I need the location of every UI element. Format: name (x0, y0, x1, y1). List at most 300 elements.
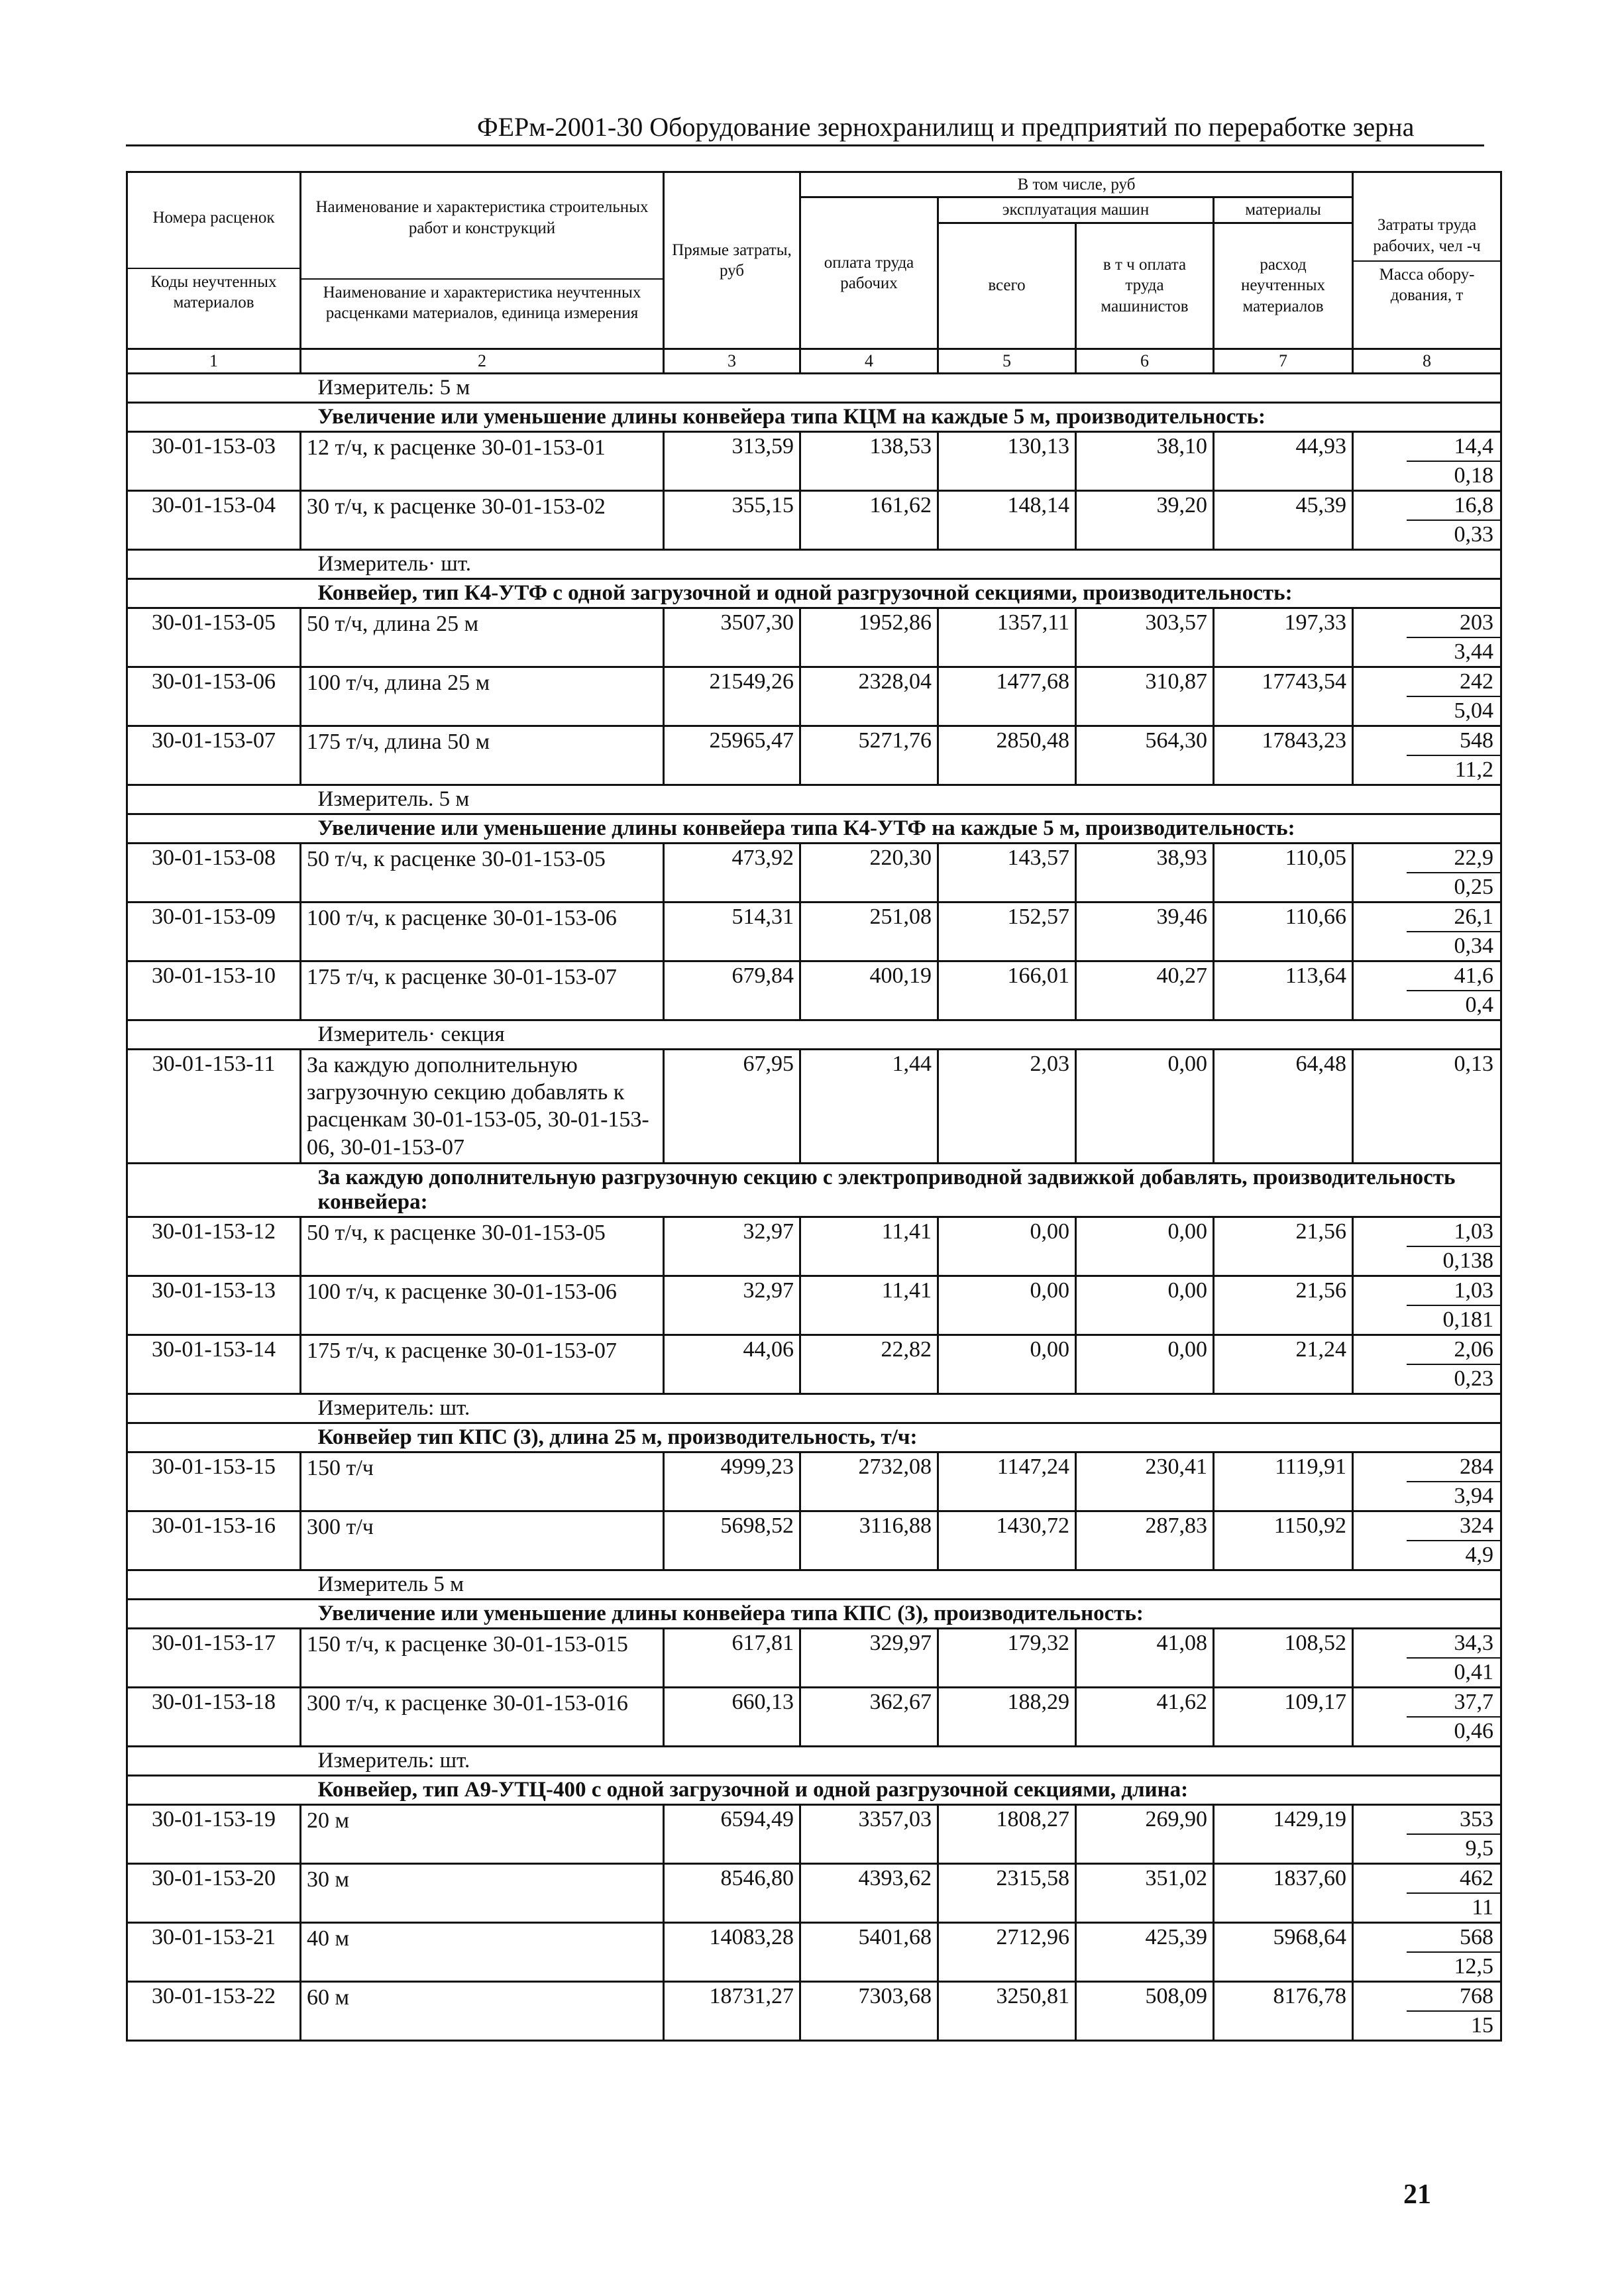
direct-costs: 32,97 (664, 1217, 800, 1276)
equipment-mass: 0,25 (1454, 874, 1494, 899)
work-description: 50 т/ч, длина 25 м (301, 608, 664, 667)
meter-row (127, 1570, 1501, 1600)
labor-hours-and-mass (1353, 961, 1501, 1020)
equipment-mass: 11,2 (1454, 757, 1494, 782)
machinist-wages: 230,41 (1076, 1452, 1214, 1511)
direct-costs: 32,97 (664, 1276, 800, 1335)
meter-label: Измеритель· шт. (317, 551, 472, 576)
section-heading-row (127, 814, 1501, 843)
machines-total: 0,00 (938, 1217, 1076, 1276)
materials-cost: 21,56 (1214, 1217, 1353, 1276)
labor-hours-and-mass (1353, 1511, 1501, 1570)
table-row (127, 843, 1501, 902)
machines-total: 143,57 (938, 843, 1076, 902)
section-heading-row (127, 402, 1501, 431)
work-description: 30 м (301, 1864, 664, 1923)
meter-empty-cell (127, 373, 301, 402)
table-row (127, 1629, 1501, 1688)
rate-code: 30-01-153-11 (127, 1049, 301, 1164)
labor-hours-and-mass (1353, 1276, 1501, 1335)
machines-total: 188,29 (938, 1688, 1076, 1747)
work-description: За каждую дополнительную загрузочную секцию добавлять к расценкам 30-01-153-05, 30-01-153-06, 30-01-153-07 (301, 1049, 664, 1164)
direct-costs: 313,59 (664, 431, 800, 490)
labor-wages: 220,30 (800, 843, 938, 902)
table-row (127, 1688, 1501, 1747)
labor-hours: 284 (1407, 1453, 1500, 1482)
machinist-wages: 38,10 (1076, 431, 1214, 490)
work-description: 150 т/ч, к расценке 30-01-153-015 (301, 1629, 664, 1688)
rate-code: 30-01-153-07 (127, 726, 301, 785)
table-row (127, 1864, 1501, 1923)
col1-header-top: Номера расценок (152, 208, 275, 227)
equipment-mass: 11 (1472, 1895, 1494, 1920)
rate-code: 30-01-153-16 (127, 1511, 301, 1570)
col8-header (1353, 172, 1501, 349)
machinist-wages: 310,87 (1076, 667, 1214, 726)
materials-cost: 1119,91 (1214, 1452, 1353, 1511)
table-row (127, 1217, 1501, 1276)
meter-label: Измеритель: шт. (317, 1396, 470, 1421)
machinist-wages: 0,00 (1076, 1217, 1214, 1276)
machines-total: 0,00 (938, 1335, 1076, 1394)
labor-hours: 1,03 (1407, 1277, 1500, 1306)
materials-cost: 17743,54 (1214, 667, 1353, 726)
equipment-mass: 9,5 (1465, 1836, 1494, 1861)
direct-costs: 14083,28 (664, 1923, 800, 1982)
labor-wages: 5271,76 (800, 726, 938, 785)
rate-code: 30-01-153-18 (127, 1688, 301, 1747)
work-description: 50 т/ч, к расценке 30-01-153-05 (301, 843, 664, 902)
page-number: 21 (1403, 2179, 1431, 2210)
direct-costs: 67,95 (664, 1049, 800, 1164)
table-header-row (127, 172, 1501, 197)
meter-row (127, 549, 1501, 578)
col1-header-bottom: Коды неучтенных материалов (128, 268, 299, 313)
meter-cell (301, 1394, 1501, 1423)
direct-costs: 6594,49 (664, 1805, 800, 1864)
machinist-wages: 40,27 (1076, 961, 1214, 1020)
direct-costs: 617,81 (664, 1629, 800, 1688)
labor-hours: 34,3 (1407, 1629, 1500, 1659)
col8-header-top: Затраты труда рабочих, чел -ч (1373, 216, 1481, 255)
work-description: 100 т/ч, к расценке 30-01-153-06 (301, 902, 664, 961)
labor-hours: 768 (1407, 1983, 1500, 2012)
equipment-mass: 3,44 (1454, 639, 1494, 664)
meter-empty-cell (127, 1747, 301, 1776)
labor-hours-and-mass (1353, 902, 1501, 961)
machinist-wages: 287,83 (1076, 1511, 1214, 1570)
materials-cost: 44,93 (1214, 431, 1353, 490)
equipment-mass: 0,23 (1454, 1366, 1494, 1392)
table-row (127, 608, 1501, 667)
col1-header (127, 172, 301, 349)
labor-hours: 41,6 (1407, 962, 1500, 991)
materials-cost: 17843,23 (1214, 726, 1353, 785)
column-number: 1 (127, 349, 301, 373)
rate-code: 30-01-153-19 (127, 1805, 301, 1864)
machines-total: 1477,68 (938, 667, 1076, 726)
heading-empty-cell (127, 814, 301, 843)
table-row (127, 1452, 1501, 1511)
heading-empty-cell (127, 402, 301, 431)
section-heading-cell (301, 1164, 1501, 1217)
labor-wages: 7303,68 (800, 1982, 938, 2041)
work-description: 40 м (301, 1923, 664, 1982)
labor-wages: 1,44 (800, 1049, 938, 1164)
equipment-mass: 12,5 (1454, 1954, 1494, 1979)
machines-total: 1430,72 (938, 1511, 1076, 1570)
labor-hours: 16,8 (1407, 492, 1500, 521)
labor-hours: 242 (1407, 668, 1500, 697)
col5-header: всего (938, 223, 1076, 349)
meter-cell (301, 373, 1501, 402)
materials-cost: 21,56 (1214, 1276, 1353, 1335)
work-description: 60 м (301, 1982, 664, 2041)
heading-empty-cell (127, 1776, 301, 1805)
table-row (127, 726, 1501, 785)
labor-hours-and-mass (1353, 490, 1501, 549)
machinist-wages: 0,00 (1076, 1049, 1214, 1164)
table-row (127, 431, 1501, 490)
labor-hours: 568 (1407, 1924, 1500, 1953)
rate-code: 30-01-153-04 (127, 490, 301, 549)
direct-costs: 4999,23 (664, 1452, 800, 1511)
machines-total: 1808,27 (938, 1805, 1076, 1864)
meter-label: Измеритель. 5 м (317, 787, 470, 811)
labor-hours-and-mass (1353, 667, 1501, 726)
section-heading-row (127, 1776, 1501, 1805)
section-heading: Конвейер тип КПС (3), длина 25 м, производительность, т/ч: (317, 1425, 918, 1450)
labor-hours-and-mass (1353, 1982, 1501, 2041)
machinist-wages: 351,02 (1076, 1864, 1214, 1923)
meter-empty-cell (127, 1020, 301, 1049)
materials-cost: 197,33 (1214, 608, 1353, 667)
machines-total: 1357,11 (938, 608, 1076, 667)
section-heading-row (127, 1164, 1501, 1217)
labor-hours-and-mass (1353, 1805, 1501, 1864)
labor-hours-and-mass (1353, 726, 1501, 785)
labor-hours-and-mass (1353, 843, 1501, 902)
labor-hours-and-mass (1353, 431, 1501, 490)
column-number: 6 (1076, 349, 1214, 373)
heading-empty-cell (127, 578, 301, 608)
labor-hours: 324 (1407, 1512, 1500, 1541)
labor-hours-and-mass (1353, 608, 1501, 667)
table-row (127, 1049, 1501, 1164)
table-row (127, 1923, 1501, 1982)
column-number: 3 (664, 349, 800, 373)
machines-total: 130,13 (938, 431, 1076, 490)
equipment-mass: 0,181 (1442, 1307, 1494, 1333)
meter-label: Измеритель: шт. (317, 1749, 470, 1773)
labor-hours: 22,9 (1407, 844, 1500, 873)
rate-code: 30-01-153-03 (127, 431, 301, 490)
machinist-wages: 508,09 (1076, 1982, 1214, 2041)
table-row (127, 667, 1501, 726)
section-heading-cell (301, 578, 1501, 608)
table-row (127, 961, 1501, 1020)
equipment-mass: 4,9 (1465, 1543, 1494, 1568)
machines-total: 179,32 (938, 1629, 1076, 1688)
col3-header: Прямые затраты, руб (664, 172, 800, 349)
machinist-wages: 303,57 (1076, 608, 1214, 667)
labor-wages: 3357,03 (800, 1805, 938, 1864)
rate-code: 30-01-153-13 (127, 1276, 301, 1335)
meter-cell (301, 549, 1501, 578)
labor-hours-and-mass (1353, 1864, 1501, 1923)
section-heading-cell (301, 1600, 1501, 1629)
machinist-wages: 39,46 (1076, 902, 1214, 961)
meter-row (127, 1747, 1501, 1776)
labor-hours: 14,4 (1407, 433, 1500, 462)
work-description: 20 м (301, 1805, 664, 1864)
direct-costs: 8546,80 (664, 1864, 800, 1923)
labor-wages: 4393,62 (800, 1864, 938, 1923)
column-number-row (127, 349, 1501, 373)
materials-cost: 1429,19 (1214, 1805, 1353, 1864)
col7-header: расход неучтенных материалов (1214, 223, 1353, 349)
direct-costs: 18731,27 (664, 1982, 800, 2041)
page-header-title: ФЕРм-2001-30 Оборудование зернохранилищ и предприятий по переработке зерна (477, 112, 1415, 142)
meter-label: Измеритель· секция (317, 1022, 505, 1046)
machinist-wages: 41,62 (1076, 1688, 1214, 1747)
table-row (127, 1335, 1501, 1394)
equipment-mass: 0,41 (1454, 1660, 1494, 1685)
meter-row (127, 1020, 1501, 1049)
work-description: 300 т/ч, к расценке 30-01-153-016 (301, 1688, 664, 1747)
rate-code: 30-01-153-08 (127, 843, 301, 902)
col2-header-top: Наименование и характеристика строительных работ и конструкций (315, 198, 649, 237)
labor-hours: 548 (1407, 727, 1500, 756)
labor-wages: 400,19 (800, 961, 938, 1020)
labor-hours: 353 (1407, 1806, 1500, 1835)
equipment-mass: 0,46 (1454, 1719, 1494, 1744)
direct-costs: 5698,52 (664, 1511, 800, 1570)
machines-total: 2850,48 (938, 726, 1076, 785)
materials-cost: 108,52 (1214, 1629, 1353, 1688)
meter-cell (301, 785, 1501, 814)
work-description: 150 т/ч (301, 1452, 664, 1511)
heading-empty-cell (127, 1164, 301, 1217)
table-body (127, 172, 1501, 2041)
machinist-wages: 38,93 (1076, 843, 1214, 902)
meter-label: Измеритель: 5 м (317, 375, 470, 400)
rate-code: 30-01-153-05 (127, 608, 301, 667)
meter-cell (301, 1020, 1501, 1049)
labor-hours: 1,03 (1407, 1218, 1500, 1247)
machines-total: 0,00 (938, 1276, 1076, 1335)
section-heading: Увеличение или уменьшение длины конвейера типа К4-УТФ на каждые 5 м, производительность: (317, 816, 1295, 840)
meter-row (127, 785, 1501, 814)
labor-hours: 2,06 (1407, 1336, 1500, 1365)
labor-wages: 11,41 (800, 1276, 938, 1335)
labor-wages: 329,97 (800, 1629, 938, 1688)
labor-wages: 2732,08 (800, 1452, 938, 1511)
work-description: 30 т/ч, к расценке 30-01-153-02 (301, 490, 664, 549)
machines-total: 2712,96 (938, 1923, 1076, 1982)
table-row (127, 902, 1501, 961)
column-number: 7 (1214, 349, 1353, 373)
labor-hours-and-mass (1353, 1049, 1501, 1164)
labor-hours-and-mass (1353, 1452, 1501, 1511)
equipment-mass: 5,04 (1454, 698, 1494, 723)
labor-wages: 1952,86 (800, 608, 938, 667)
labor-wages: 3116,88 (800, 1511, 938, 1570)
work-description: 175 т/ч, длина 50 м (301, 726, 664, 785)
direct-costs: 25965,47 (664, 726, 800, 785)
direct-costs: 679,84 (664, 961, 800, 1020)
labor-wages: 2328,04 (800, 667, 938, 726)
meter-label: Измеритель 5 м (317, 1572, 464, 1597)
labor-wages: 161,62 (800, 490, 938, 549)
direct-costs: 21549,26 (664, 667, 800, 726)
materials-cost: 109,17 (1214, 1688, 1353, 1747)
direct-costs: 660,13 (664, 1688, 800, 1747)
work-description: 12 т/ч, к расценке 30-01-153-01 (301, 431, 664, 490)
section-heading: Увеличение или уменьшение длины конвейера типа КПС (3), производительность: (317, 1602, 1144, 1626)
section-heading: За каждую дополнительную разгрузочную секцию с электроприводной задвижкой добавлять, производительность конвейера: (317, 1166, 1456, 1215)
labor-wages: 251,08 (800, 902, 938, 961)
labor-hours: 37,7 (1407, 1688, 1500, 1718)
header-rule (126, 144, 1484, 146)
machinist-wages: 564,30 (1076, 726, 1214, 785)
table-row (127, 490, 1501, 549)
rate-code: 30-01-153-14 (127, 1335, 301, 1394)
section-heading-row (127, 578, 1501, 608)
labor-hours: 203 (1407, 609, 1500, 638)
rate-code: 30-01-153-22 (127, 1982, 301, 2041)
col4-header: оплата труда рабочих (800, 197, 938, 349)
section-heading: Конвейер, тип К4-УТФ с одной загрузочной и одной разгрузочной секциями, производительность: (317, 580, 1293, 605)
machines-total: 166,01 (938, 961, 1076, 1020)
machines-total: 152,57 (938, 902, 1076, 961)
machines-header: эксплуатация машин (938, 197, 1214, 223)
labor-hours-and-mass (1353, 1629, 1501, 1688)
equipment-mass: 0,33 (1454, 521, 1494, 547)
materials-cost: 113,64 (1214, 961, 1353, 1020)
equipment-mass: 0,34 (1454, 933, 1494, 958)
work-description: 300 т/ч (301, 1511, 664, 1570)
col2-header-bottom: Наименование и характеристика неучтенных расценками материалов, единица измерения (301, 278, 663, 324)
work-description: 175 т/ч, к расценке 30-01-153-07 (301, 1335, 664, 1394)
direct-costs: 514,31 (664, 902, 800, 961)
labor-hours-and-mass (1353, 1217, 1501, 1276)
meter-cell (301, 1747, 1501, 1776)
machinist-wages: 39,20 (1076, 490, 1214, 549)
labor-hours: 462 (1407, 1865, 1500, 1894)
direct-costs: 3507,30 (664, 608, 800, 667)
equipment-mass: 3,94 (1454, 1484, 1494, 1509)
machines-total: 148,14 (938, 490, 1076, 549)
col6-header: в т ч оплата труда машинистов (1076, 223, 1214, 349)
section-heading-cell (301, 1423, 1501, 1452)
labor-hours-and-mass (1353, 1923, 1501, 1982)
meter-empty-cell (127, 1394, 301, 1423)
column-number: 4 (800, 349, 938, 373)
labor-wages: 11,41 (800, 1217, 938, 1276)
heading-empty-cell (127, 1423, 301, 1452)
machinist-wages: 0,00 (1076, 1276, 1214, 1335)
section-heading: Увеличение или уменьшение длины конвейера типа КЦМ на каждые 5 м, производительность: (317, 404, 1266, 429)
meter-cell (301, 1570, 1501, 1600)
column-number: 8 (1353, 349, 1501, 373)
column-number: 5 (938, 349, 1076, 373)
materials-cost: 110,66 (1214, 902, 1353, 961)
materials-cost: 8176,78 (1214, 1982, 1353, 2041)
rate-code: 30-01-153-20 (127, 1864, 301, 1923)
section-heading-cell (301, 814, 1501, 843)
work-description: 175 т/ч, к расценке 30-01-153-07 (301, 961, 664, 1020)
materials-cost: 5968,64 (1214, 1923, 1353, 1982)
rate-code: 30-01-153-12 (127, 1217, 301, 1276)
labor-hours-and-mass (1353, 1688, 1501, 1747)
labor-wages: 138,53 (800, 431, 938, 490)
work-description: 50 т/ч, к расценке 30-01-153-05 (301, 1217, 664, 1276)
rates-table (126, 171, 1502, 2042)
section-heading-cell (301, 402, 1501, 431)
heading-empty-cell (127, 1600, 301, 1629)
machines-total: 2315,58 (938, 1864, 1076, 1923)
meter-empty-cell (127, 785, 301, 814)
equipment-mass: 0,18 (1454, 463, 1494, 488)
labor-hours: 0,13 (1454, 1051, 1494, 1076)
col8-header-bottom: Масса обору-дования, т (1354, 260, 1500, 306)
meter-empty-cell (127, 549, 301, 578)
labor-wages: 22,82 (800, 1335, 938, 1394)
materials-cost: 45,39 (1214, 490, 1353, 549)
rate-code: 30-01-153-17 (127, 1629, 301, 1688)
materials-cost: 110,05 (1214, 843, 1353, 902)
table-row (127, 1511, 1501, 1570)
equipment-mass: 0,138 (1442, 1248, 1494, 1274)
labor-wages: 362,67 (800, 1688, 938, 1747)
meter-row (127, 1394, 1501, 1423)
group-header: В том числе, руб (800, 172, 1353, 197)
section-heading: Конвейер, тип А9-УТЦ-400 с одной загрузочной и одной разгрузочной секциями, длина: (317, 1778, 1189, 1802)
materials-cost: 1837,60 (1214, 1864, 1353, 1923)
work-description: 100 т/ч, длина 25 м (301, 667, 664, 726)
section-heading-row (127, 1423, 1501, 1452)
materials-cost: 21,24 (1214, 1335, 1353, 1394)
machines-total: 2,03 (938, 1049, 1076, 1164)
section-heading-row (127, 1600, 1501, 1629)
rate-code: 30-01-153-06 (127, 667, 301, 726)
col2-header (301, 172, 664, 349)
machinist-wages: 41,08 (1076, 1629, 1214, 1688)
rate-code: 30-01-153-10 (127, 961, 301, 1020)
section-heading-cell (301, 1776, 1501, 1805)
machines-total: 1147,24 (938, 1452, 1076, 1511)
direct-costs: 355,15 (664, 490, 800, 549)
labor-hours: 26,1 (1407, 903, 1500, 932)
equipment-mass: 0,4 (1465, 992, 1494, 1017)
machines-total: 3250,81 (938, 1982, 1076, 2041)
column-number: 2 (301, 349, 664, 373)
table-row (127, 1982, 1501, 2041)
direct-costs: 473,92 (664, 843, 800, 902)
direct-costs: 44,06 (664, 1335, 800, 1394)
work-description: 100 т/ч, к расценке 30-01-153-06 (301, 1276, 664, 1335)
rate-code: 30-01-153-21 (127, 1923, 301, 1982)
materials-header: материалы (1214, 197, 1353, 223)
labor-hours-and-mass (1353, 1335, 1501, 1394)
machinist-wages: 425,39 (1076, 1923, 1214, 1982)
rate-code: 30-01-153-09 (127, 902, 301, 961)
rate-code: 30-01-153-15 (127, 1452, 301, 1511)
materials-cost: 1150,92 (1214, 1511, 1353, 1570)
machinist-wages: 269,90 (1076, 1805, 1214, 1864)
table-row (127, 1805, 1501, 1864)
